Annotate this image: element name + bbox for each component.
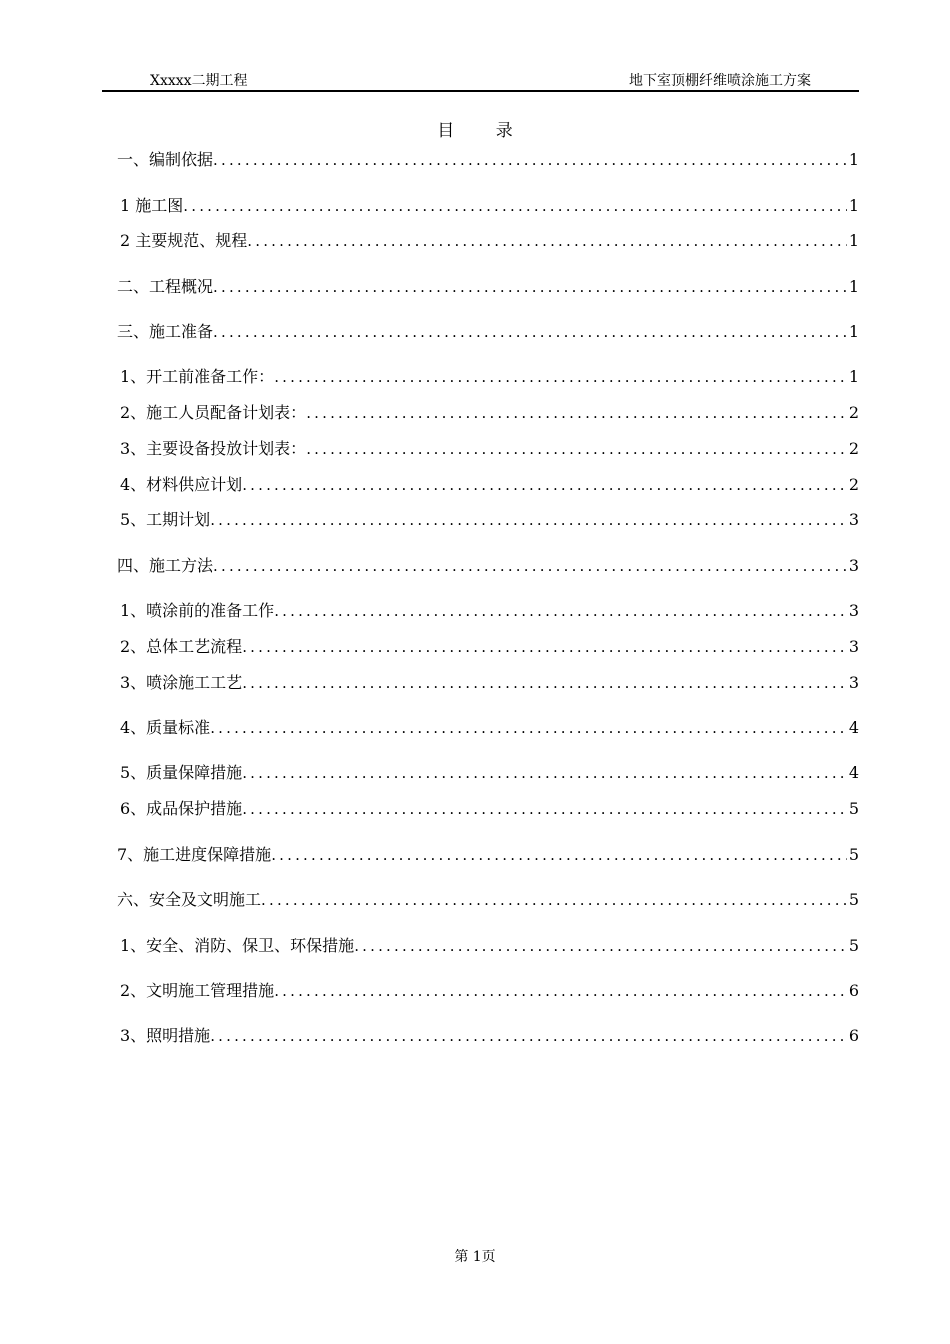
toc-entry-page: 5: [848, 799, 859, 818]
toc-entry-page: 1: [848, 367, 859, 386]
toc-entry-label: 三、施工准备: [117, 322, 214, 341]
toc-leader-dots: [213, 555, 847, 577]
toc-entry-label: 2、文明施工管理措施: [120, 981, 275, 1000]
page-footer-number: 第 1页: [454, 1249, 496, 1265]
toc-entry-page: 1: [848, 150, 859, 169]
toc-entry[interactable]: [120, 230, 859, 252]
toc-entry-page: 2: [848, 475, 859, 494]
toc-entry-label: 2、总体工艺流程: [120, 637, 243, 656]
toc-entry[interactable]: [117, 844, 859, 866]
toc-leader-dots: [306, 402, 847, 424]
toc-entry[interactable]: [120, 717, 859, 739]
toc-entry-label: 5、工期计划: [120, 510, 211, 529]
toc-entry-label: 2 主要规范、规程: [120, 231, 248, 250]
toc-leader-dots: [261, 889, 847, 911]
toc-leader-dots: [213, 321, 847, 343]
toc-entry-page: 4: [848, 718, 859, 737]
toc-entry-label: 6、成品保护措施: [120, 799, 243, 818]
toc-entry[interactable]: [120, 1025, 859, 1047]
toc-entry-page: 3: [848, 601, 859, 620]
toc-entry[interactable]: [117, 276, 859, 298]
toc-leader-dots: [306, 438, 847, 460]
toc-entry-page: 1: [848, 196, 859, 215]
toc-entry-label: 1、安全、消防、保卫、环保措施: [120, 936, 355, 955]
toc-entry-page: 5: [848, 845, 859, 864]
toc-entry[interactable]: [120, 672, 859, 694]
toc-entry-page: 1: [848, 277, 859, 296]
toc-entry-label: 3、照明措施: [120, 1026, 211, 1045]
header-project-name: Xxxxx二期工程: [150, 73, 248, 89]
toc-leader-dots: [274, 366, 847, 388]
toc-entry[interactable]: [120, 798, 859, 820]
toc-entry-label: 4、质量标准: [120, 718, 211, 737]
toc-leader-dots: [274, 600, 847, 622]
toc-entry[interactable]: [120, 600, 859, 622]
toc-leader-dots: [242, 798, 847, 820]
toc-title: 目 录: [437, 121, 531, 141]
toc-entry-label: 二、工程概况: [117, 277, 214, 296]
toc-entry-page: 3: [848, 673, 859, 692]
toc-leader-dots: [354, 935, 847, 957]
toc-entry-label: 1、喷涂前的准备工作: [120, 601, 275, 620]
toc-entry-label: 3、喷涂施工工艺: [120, 673, 243, 692]
toc-entry-label: 一、编制依据: [117, 150, 214, 169]
toc-entry[interactable]: [120, 762, 859, 784]
toc-entry-page: 2: [848, 403, 859, 422]
toc-entry[interactable]: [120, 366, 859, 388]
toc-entry[interactable]: [117, 321, 859, 343]
toc-leader-dots: [210, 509, 847, 531]
toc-entry-label: 5、质量保障措施: [120, 763, 243, 782]
toc-entry-page: 1: [848, 231, 859, 250]
toc-entry[interactable]: [120, 935, 859, 957]
toc-entry-page: 3: [848, 556, 859, 575]
toc-entry[interactable]: [120, 438, 859, 460]
toc-entry-label: 六、安全及文明施工: [117, 890, 262, 909]
toc-entry-page: 2: [848, 439, 859, 458]
toc-entry[interactable]: [120, 980, 859, 1002]
toc-leader-dots: [274, 980, 847, 1002]
toc-leader-dots: [242, 672, 847, 694]
toc-entry[interactable]: [117, 555, 859, 577]
toc-leader-dots: [210, 717, 847, 739]
toc-entry-label: 四、施工方法: [117, 556, 214, 575]
toc-entry[interactable]: [120, 509, 859, 531]
toc-leader-dots: [210, 1025, 847, 1047]
toc-entry[interactable]: [120, 402, 859, 424]
toc-entry-label: 1、开工前准备工作：: [120, 367, 275, 386]
toc-entry[interactable]: [120, 195, 859, 217]
toc-entry-page: 5: [848, 936, 859, 955]
toc-entry[interactable]: [117, 889, 859, 911]
toc-entry-page: 3: [848, 637, 859, 656]
toc-entry-label: 1 施工图: [120, 196, 184, 215]
toc-entry[interactable]: [120, 474, 859, 496]
toc-leader-dots: [213, 149, 847, 171]
toc-entry-page: 6: [848, 981, 859, 1000]
toc-leader-dots: [242, 636, 847, 658]
toc-entry-page: 5: [848, 890, 859, 909]
toc-leader-dots: [183, 195, 847, 217]
toc-leader-dots: [247, 230, 847, 252]
toc-entry-label: 3、主要设备投放计划表：: [120, 439, 307, 458]
toc-leader-dots: [242, 762, 847, 784]
toc-entry-page: 6: [848, 1026, 859, 1045]
toc-entry-page: 4: [848, 763, 859, 782]
toc-entry[interactable]: [120, 636, 859, 658]
toc-entry-label: 7、施工进度保障措施: [117, 845, 272, 864]
toc-leader-dots: [242, 474, 847, 496]
toc-leader-dots: [271, 844, 847, 866]
header-document-title: 地下室顶棚纤维喷涂施工方案: [629, 73, 811, 89]
toc-entry-label: 2、施工人员配备计划表：: [120, 403, 307, 422]
toc-entry[interactable]: [117, 149, 859, 171]
toc-leader-dots: [213, 276, 847, 298]
toc-entry-label: 4、材料供应计划: [120, 475, 243, 494]
toc-entry-page: 3: [848, 510, 859, 529]
toc-entry-page: 1: [848, 322, 859, 341]
